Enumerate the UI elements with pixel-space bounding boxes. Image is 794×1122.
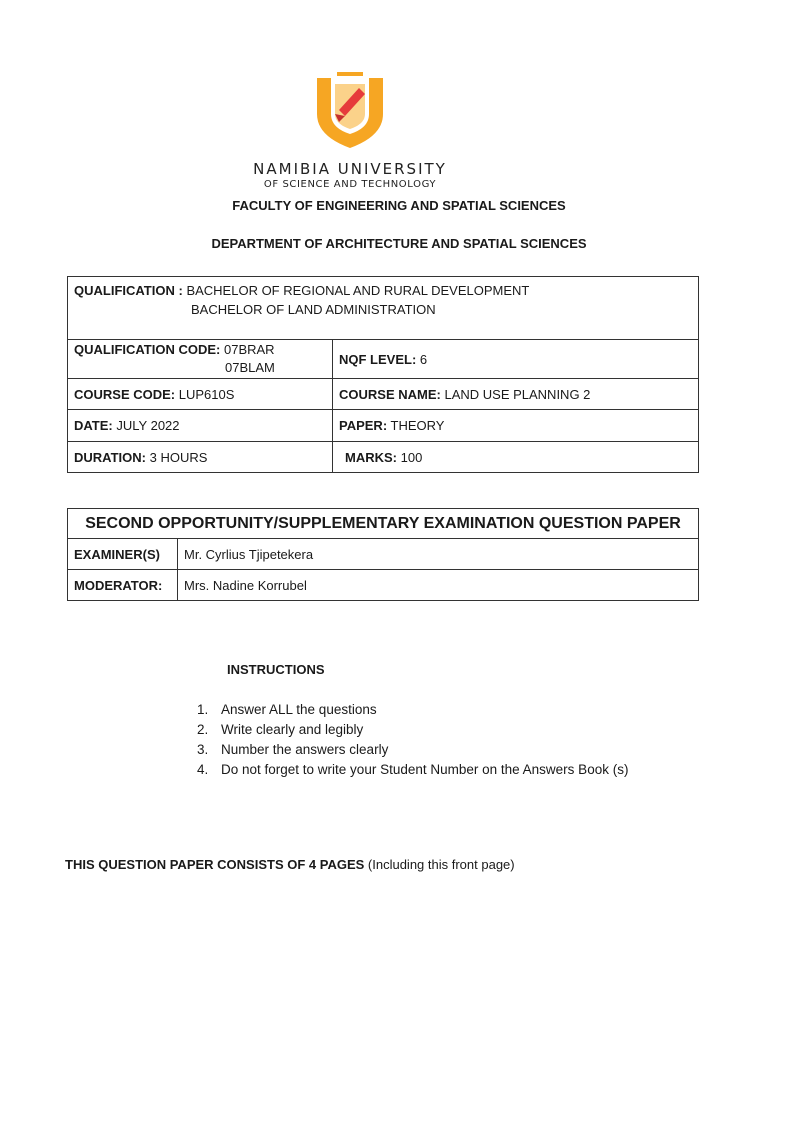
examiner-label: EXAMINER(S) — [68, 539, 178, 570]
page-count-normal: (Including this front page) — [364, 857, 515, 872]
qualification-code-label: QUALIFICATION CODE: — [74, 342, 221, 357]
moderator-row — [68, 570, 699, 601]
list-item — [197, 760, 628, 780]
marks-value: 100 — [400, 449, 423, 465]
list-item-text: Write clearly and legibly — [221, 722, 364, 737]
instructions-title: INSTRUCTIONS — [227, 662, 325, 677]
list-item-number: 1. — [197, 702, 209, 717]
qualification-code-cell — [68, 340, 333, 379]
paper-cell — [333, 410, 699, 442]
exam-title-row — [68, 509, 699, 539]
list-item-text: Number the answers clearly — [221, 742, 389, 757]
list-item-number: 4. — [197, 762, 209, 777]
list-item-number: 2. — [197, 722, 209, 737]
paper-label: PAPER: — [339, 418, 388, 433]
course-code-label: COURSE CODE: — [74, 386, 176, 402]
list-item-text: Do not forget to write your Student Number on the Answers Book (s) — [221, 762, 629, 777]
university-subtitle: OF SCIENCE AND TECHNOLOGY — [263, 179, 437, 190]
moderator-value: Mrs. Nadine Korrubel — [178, 570, 699, 601]
examiner-row — [68, 539, 699, 570]
duration-value: 3 HOURS — [149, 449, 208, 465]
qualification-code-1: 07BRAR — [223, 342, 275, 357]
university-logo-icon — [313, 70, 387, 150]
list-item — [197, 720, 628, 740]
marks-label: MARKS: — [345, 449, 397, 465]
qualification-label: QUALIFICATION : — [74, 283, 183, 298]
page-count-bold: THIS QUESTION PAPER CONSISTS OF 4 PAGES — [65, 857, 365, 872]
page-count-note — [65, 857, 515, 872]
list-item-text: Answer ALL the questions — [221, 702, 377, 717]
duration-cell — [68, 442, 333, 473]
qualification-code-row — [68, 340, 699, 379]
course-row — [68, 379, 699, 410]
list-item — [197, 740, 628, 760]
course-name-value: LAND USE PLANNING 2 — [444, 386, 591, 402]
list-item-number: 3. — [197, 742, 209, 757]
date-value: JULY 2022 — [116, 418, 180, 433]
qualification-line-2: BACHELOR OF LAND ADMINISTRATION — [191, 302, 436, 317]
qualification-cell — [68, 277, 699, 340]
qualification-line-1: BACHELOR OF REGIONAL AND RURAL DEVELOPMENT — [186, 283, 530, 298]
course-name-cell — [333, 379, 699, 410]
list-item — [197, 700, 628, 720]
duration-row — [68, 442, 699, 473]
duration-label: DURATION: — [74, 449, 146, 465]
exam-info-table — [67, 508, 699, 601]
faculty-title: FACULTY OF ENGINEERING AND SPATIAL SCIENCES — [232, 198, 566, 213]
qualification-row — [68, 277, 699, 340]
date-label: DATE: — [74, 418, 113, 433]
paper-value: THEORY — [390, 418, 445, 433]
nqf-level-value: 6 — [419, 351, 428, 367]
nqf-level-cell — [333, 340, 699, 379]
marks-cell — [333, 442, 699, 473]
exam-title: SECOND OPPORTUNITY/SUPPLEMENTARY EXAMINATION QUESTION PAPER — [68, 509, 699, 539]
course-name-label: COURSE NAME: — [339, 386, 441, 402]
course-code-cell — [68, 379, 333, 410]
date-row — [68, 410, 699, 442]
university-name: NAMIBIA UNIVERSITY — [253, 160, 447, 178]
department-title: DEPARTMENT OF ARCHITECTURE AND SPATIAL SCIENCES — [211, 236, 587, 251]
qualification-code-2: 07BLAM — [225, 360, 275, 375]
date-cell — [68, 410, 333, 442]
moderator-label: MODERATOR: — [68, 570, 178, 601]
nqf-level-label: NQF LEVEL: — [339, 351, 417, 367]
instructions-list — [197, 700, 628, 780]
course-details-table — [67, 276, 699, 473]
examiner-value: Mr. Cyrlius Tjipetekera — [178, 539, 699, 570]
course-code-value: LUP610S — [178, 386, 235, 402]
